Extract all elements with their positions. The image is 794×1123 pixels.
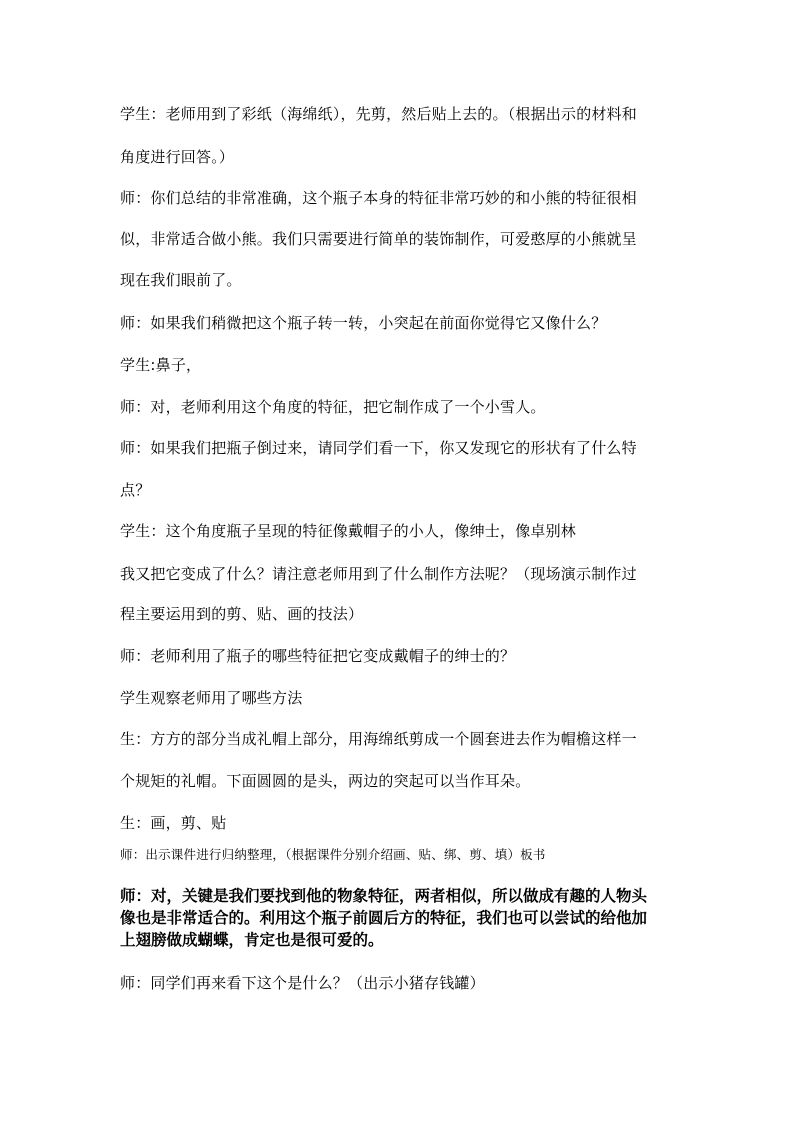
- text-line: 似，非常适合做小熊。我们只需要进行简单的装饰制作，可爱憨厚的小熊就呈: [120, 230, 637, 248]
- text-line: 学生观察老师用了哪些方法: [120, 689, 303, 707]
- text-line: 我又把它变成了什么？请注意老师用到了什么制作方法呢？（现场演示制作过: [120, 565, 637, 583]
- text-line: 师：对，老师利用这个角度的特征，把它制作成了一个小雪人。: [120, 398, 546, 416]
- text-line: 师：你们总结的非常准确，这个瓶子本身的特征非常巧妙的和小熊的特征很相: [120, 189, 637, 207]
- text-line: 师：同学们再来看下这个是什么？（出示小猪存钱罐）: [120, 974, 485, 992]
- text-line: 学生:鼻子，: [120, 356, 202, 374]
- text-line: 生：方方的部分当成礼帽上部分，用海绵纸剪成一个圆套进去作为帽檐这样一: [120, 730, 637, 748]
- text-line-small: 师：出示课件进行归纳整理，（根据课件分别介绍画、贴、绑、剪、填）板书: [120, 847, 546, 862]
- text-line-bold: 上翅膀做成蝴蝶，肯定也是很可爱的。: [120, 931, 384, 949]
- text-line: 现在我们眼前了。: [120, 271, 242, 289]
- text-line-bold: 像也是非常适合的。利用这个瓶子前圆后方的特征，我们也可以尝试的给他加: [120, 909, 648, 927]
- text-line-bold: 师：对，关键是我们要找到他的物象特征，两者相似，所以做成有趣的人物头: [120, 887, 648, 905]
- text-line: 生：画，剪、贴: [120, 814, 227, 832]
- text-line: 学生：老师用到了彩纸（海绵纸），先剪，然后贴上去的。（根据出示的材料和: [120, 105, 638, 123]
- text-line: 点？: [120, 481, 151, 499]
- text-line: 师：如果我们把瓶子倒过来，请同学们看一下，你又发现它的形状有了什么特: [120, 439, 637, 457]
- text-line: 师：如果我们稍微把这个瓶子转一转，小突起在前面你觉得它又像什么？: [120, 314, 607, 332]
- text-line: 师：老师利用了瓶子的哪些特征把它变成戴帽子的绅士的？: [120, 647, 516, 665]
- text-line: 程主要运用到的剪、贴、画的技法）: [120, 605, 364, 623]
- text-line: 学生：这个角度瓶子呈现的特征像戴帽子的小人，像绅士，像卓别林: [120, 522, 577, 540]
- text-line: 角度进行回答。）: [120, 148, 235, 166]
- text-line: 个规矩的礼帽。下面圆圆的是头，两边的突起可以当作耳朵。: [120, 772, 531, 790]
